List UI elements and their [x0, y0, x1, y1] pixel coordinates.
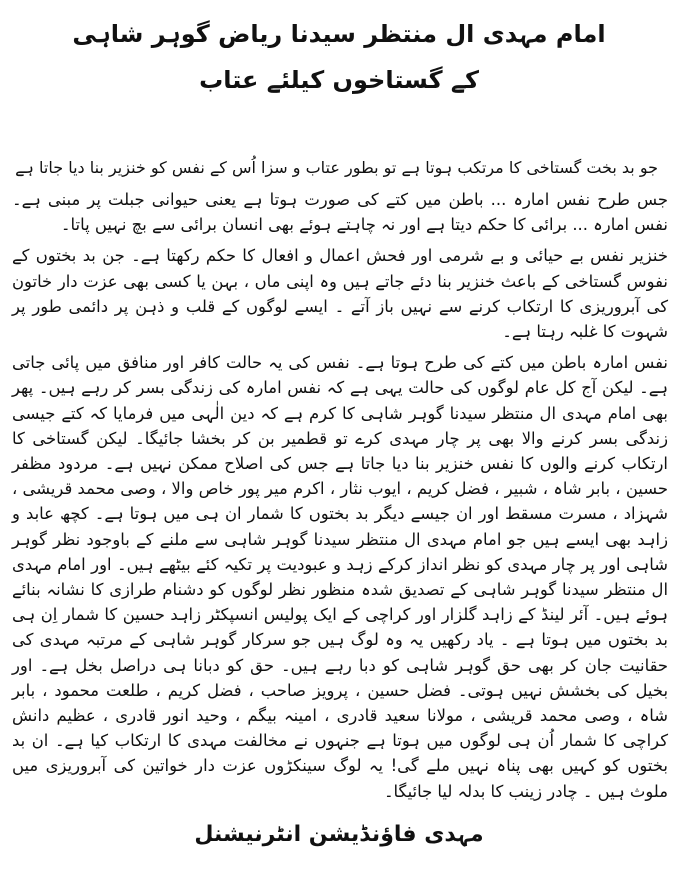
- subheading: جو بد بخت گستاخی کا مرتکب ہوتا ہے تو بطور عتاب و سزا اُس کے نفس کو خنزیر بنا دیا جاتا ہے: [15, 158, 658, 177]
- body-text: [12, 187, 668, 810]
- heading-line-1: امام مہدی ال منتظر سیدنا ریاض گوہر شاہی: [72, 20, 606, 48]
- paragraph-3: نفس امارہ باطن میں کتے کی طرح ہوتا ہے۔ نفس کی یہ حالت کافر اور منافق میں پائی جاتی ہے۔ لیکن آج کل عام لوگوں کی حالت یہی ہے کہ نفس امارہ کی زندگی بسر کر رہے ہیں۔ پھر بھی امام مہدی ال منتظر سیدنا گوہر شاہی کا کرم ہے کہ دین الٰہی میں فرمایا کہ کتے جیسی زندگی بسر کرنے والا بھی پر چار مہدی کرے تو قطمیر بن کر بخشا جائیگا۔ لیکن گستاخی کا ارتکاب کرنے والوں کا نفس خنزیر بنا دیا جاتا ہے جس کی اصلاح ممکن نہیں ہے۔ مردود مظفر حسین ، بابر شاہ ، شبیر ، فضل کریم ، ایوب نثار ، اکرم میر پور خاص والا ، وصی محمد قریشی ، شہزاد ، مسرت مسقط اور ان جیسے دیگر بد بختوں کا شمار ان ہی میں ہوتا ہے۔ کچھ عابد و زاہد بھی ایسے ہیں جو امام مہدی ال منتظر سیدنا گوہر شاہی سے ملنے کے باوجود نظر گوہر شاہی اور پر چار مہدی کو نظر انداز کرکے زہد و عبودیت پر تکیہ کئے بیٹھے ہیں۔ اور امام مہدی ال منتظر سیدنا گوہر شاہی کے تصدیق شدہ منظور نظر لوگوں کو دشنام طرازی کا نشانہ بنائے ہوئے ہیں۔ آئر لینڈ کے زاہد گلزار اور کراچی کے ایک پولیس انسپکٹر زاہد حسین کا شمار اِن ہی بد بختوں میں ہوتا ہے ۔ یاد رکھیں یہ وہ لوگ ہیں جو سرکار گوہر شاہی کے مرتبہ مہدی کی حقانیت جان کر بھی حق گوہر شاہی کو دبا رہے ہیں۔ حق کو دبانا ہی دراصل بخل ہے۔ اور بخیل کی بخشش نہیں ہوتی۔ فضل حسین ، پرویز صاحب ، فضل کریم ، طلعت محمود ، بابر شاہ ، وصی محمد قریشی ، مولانا سعید قادری ، امینہ بیگم ، وحید انور قادری ، عظیم دانش کراچی کا شمار اُن ہی لوگوں میں ہوتا ہے جنہوں نے مخالفت مہدی کا ارتکاب کیا ہے۔ ان بد بختوں کو کہیں بھی پناہ نہیں ملے گی! یہ لوگ سینکڑوں عزت دار خواتین کی آبروریزی میں ملوث ہیں ۔ چادر زینب کا بدلہ لیا جائیگا۔: [12, 353, 668, 801]
- heading-line-2: کے گستاخوں کیلئے عتاب: [199, 66, 479, 94]
- paragraph-1: جس طرح نفس امارہ ... باطن میں کتے کی صورت ہوتا ہے یعنی حیوانی جبلت پر مبنی ہے۔ نفس امارہ ... برائی کا حکم دیتا ہے اور نہ چاہتے ہوئے بھی انسان برائی سے بچ نہیں پاتا۔: [12, 190, 668, 235]
- paragraph-2: خنزیر نفس بے حیائی و بے شرمی اور فحش اعمال و افعال کا حکم رکھتا ہے۔ جن بد بختوں کے نفوس گستاخی کے باعث خنزیر بنا دئے جاتے ہیں وہ اپنی ماں ، بہن یا کسی بھی عزت دار خاتون کی آبروریزی کا ارتکاب کرنے سے نہیں باز آتے ۔ ایسے لوگوں کے قلب و ذہن پر دائمی طور پر شہوت کا غلبہ رہتا ہے۔: [12, 246, 668, 342]
- footer-signature: مہدی فاؤنڈیشن انٹرنیشنل: [194, 822, 484, 847]
